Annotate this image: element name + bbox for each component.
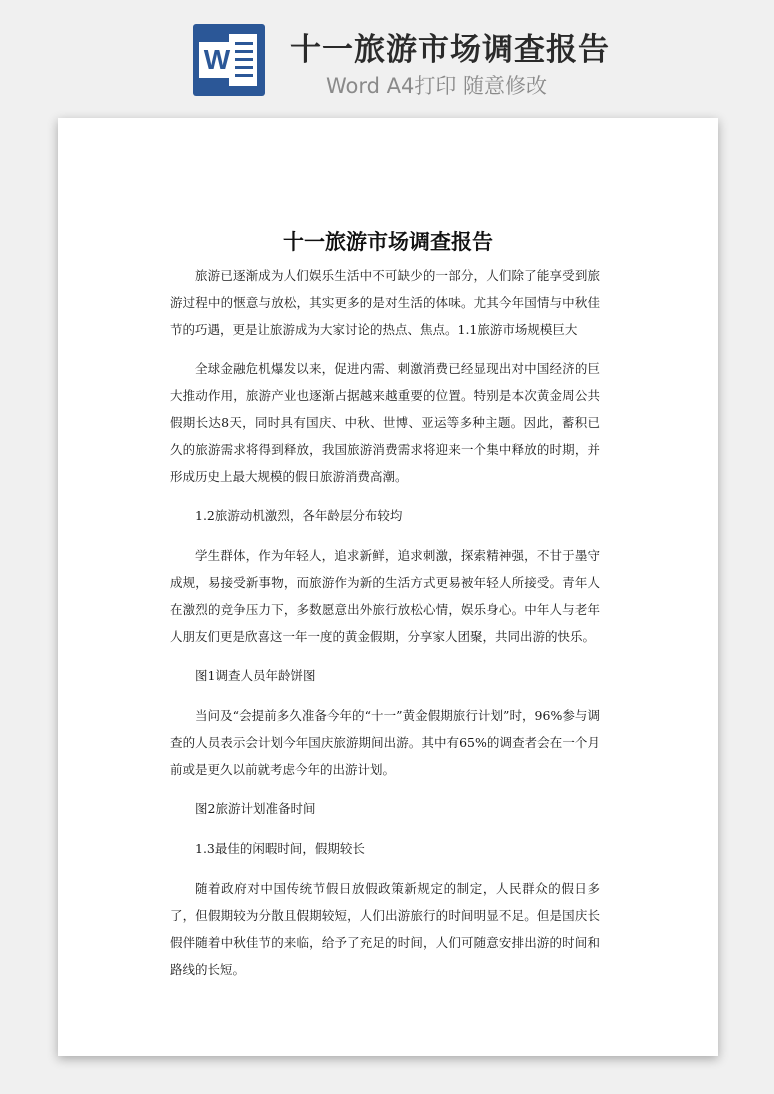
header-subtitle: Word A4打印 随意修改	[326, 74, 548, 98]
header-title: 十一旅游市场调查报告	[290, 32, 610, 68]
paragraph-intro: 旅游已逐渐成为人们娱乐生活中不可缺少的一部分，人们除了能享受到旅游过程中的惬意与放松，其实更多的是对生活的体味。尤其今年国情与中秋佳节的巧遇，更是让旅游成为大家讨论的热点、焦点。1.1旅游市场规模巨大	[170, 268, 600, 337]
paragraph-age-groups: 学生群体，作为年轻人，追求新鲜，追求刺激，探索精神强，不甘于墨守成规，易接受新事物，而旅游作为新的生活方式更易被年轻人所接受。青年人在激烈的竞争压力下，多数愿意出外旅行放松心情，娱乐身心。中年人与老年人朋友们更是欣喜这一年一度的黄金假期，分享家人团聚，共同出游的快乐。	[170, 548, 600, 644]
paragraph-holiday: 随着政府对中国传统节假日放假政策新规定的制定，人民群众的假日多了，但假期较为分散且假期较短，人们出游旅行的时间明显不足。但是国庆长假伴随着中秋佳节的来临，给予了充足的时间，人们可随意安排出游的时间和路线的长短。	[170, 881, 600, 977]
header	[0, 0, 774, 118]
section-heading-1-3: 1.3最佳的闲暇时间，假期较长	[195, 841, 365, 856]
figure-caption-2: 图2旅游计划准备时间	[195, 801, 316, 816]
word-logo-letter: W	[199, 42, 235, 78]
document-page	[58, 118, 718, 1056]
paragraph-survey: 当问及“会提前多久准备今年的“十一”黄金假期旅行计划”时，96%参与调查的人员表示会计划今年国庆旅游期间出游。其中有65%的调查者会在一个月前或是更久以前就考虑今年的出游计划。	[170, 708, 600, 777]
section-heading-1-2: 1.2旅游动机激烈，各年龄层分布较均	[195, 508, 403, 523]
figure-caption-1: 图1调查人员年龄饼图	[195, 668, 316, 683]
document-body	[170, 262, 600, 995]
word-document-icon	[193, 24, 265, 96]
watermark	[90, 458, 114, 487]
paragraph-market: 全球金融危机爆发以来，促进内需、刺激消费已经显现出对中国经济的巨大推动作用，旅游产业也逐渐占据越来越重要的位置。特别是本次黄金周公共假期长达8天，同时具有国庆、中秋、世博、亚运等多种主题。因此，蓄积已久的旅游需求将得到释放，我国旅游消费需求将迎来一个集中释放的时期，并形成历史上最大规模的假日旅游消费高潮。	[170, 361, 600, 484]
document-title: 十一旅游市场调查报告	[283, 229, 493, 254]
